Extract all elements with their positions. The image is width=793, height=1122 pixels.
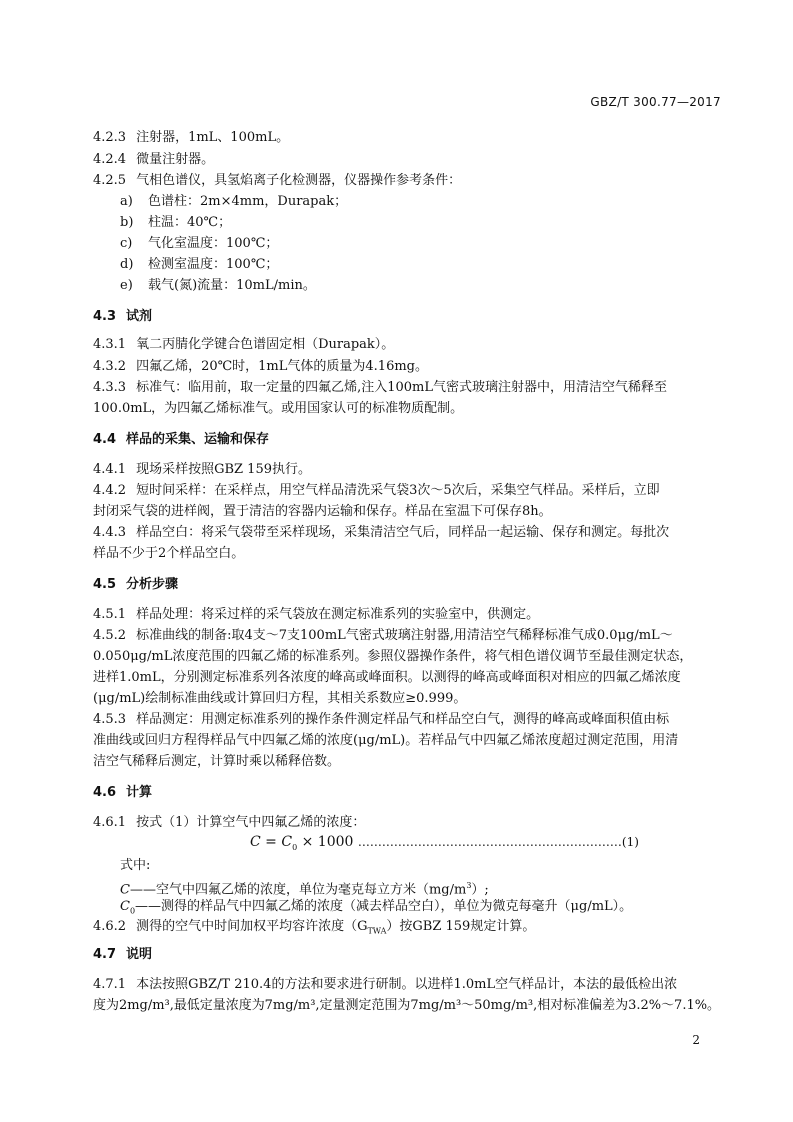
clause-4-3-3 — [93, 377, 667, 399]
where-c0-text: ——测得的样品气中四氟乙烯的浓度（减去样品空白），单位为微克每毫升（μg/mL）。 — [135, 899, 633, 914]
section-title: 样品的采集、运输和保存 — [126, 432, 270, 447]
clause-4-3-2 — [93, 356, 428, 378]
where-c-symbol: C — [120, 882, 130, 898]
clause-continuation: 准曲线或回归方程得样品气中四氟乙烯的浓度(μg/mL)。若样品气中四氟乙烯浓度超过测定范围，用清 — [93, 733, 679, 748]
formula-equals: = — [265, 834, 277, 850]
page-number: 2 — [692, 1033, 700, 1047]
clause-text: 气相色谱仪，具氢焰离子化检测器，仪器操作参考条件： — [136, 173, 462, 188]
where-c0-symbol: C — [120, 899, 130, 914]
clause-text: 氧二丙腈化学键合色谱固定相（Durapak）。 — [136, 337, 395, 352]
where-c-text: ——空气中四氟乙烯的浓度，单位为毫克每立方米（mg/m — [129, 882, 467, 898]
list-item — [120, 212, 231, 234]
list-marker: b) — [120, 215, 134, 230]
clause-text: 微量注射器。 — [136, 152, 215, 167]
clause-number: 4.7.1 — [93, 977, 127, 992]
where-c0-subscript: 0 — [129, 906, 136, 916]
formula-lhs: C — [250, 834, 261, 850]
list-marker: a) — [120, 194, 133, 209]
section-heading-4-4 — [93, 429, 269, 451]
section-heading-4-5 — [93, 574, 178, 596]
clause-text: 样品处理：将采过样的采气袋放在测定标准系列的实验室中，供测定。 — [136, 607, 540, 622]
section-number: 4.6 — [93, 785, 117, 800]
clause-number: 4.5.2 — [93, 628, 127, 643]
list-item — [120, 275, 316, 297]
standard-code-header: GBZ/T 300.77—2017 — [590, 95, 721, 109]
clause-continuation: 进样1.0mL，分别测定标准系列各浓度的峰高或峰面积。以测得的峰高或峰面积对相应的四氟乙烯浓度 — [93, 670, 681, 685]
list-item — [120, 254, 278, 276]
where-c-sup: 3 — [466, 881, 472, 890]
list-text: 色谱柱：2m×4mm，Durapak； — [148, 194, 348, 209]
clause-number: 4.5.3 — [93, 712, 127, 727]
clause-text: 样品测定：用测定标准系列的操作条件测定样品气和样品空白气，测得的峰高或峰面积值由标 — [136, 712, 670, 727]
formula-label: (1) — [621, 835, 639, 849]
section-title: 计算 — [126, 785, 153, 800]
clause-continuation: 洁空气稀释后测定，计算时乘以稀释倍数。 — [93, 754, 341, 769]
clause-text: 现场采样按照GBZ 159执行。 — [136, 462, 311, 477]
clause-continuation: (μg/mL)绘制标准曲线或计算回归方程，其相关系数应≥0.999。 — [93, 691, 467, 706]
clause-text: 标准气：临用前，取一定量的四氟乙烯,注入100mL气密式玻璃注射器中，用清洁空气稀释至 — [136, 380, 667, 395]
clause-number: 4.2.4 — [93, 152, 127, 167]
clause-number: 4.3.2 — [93, 359, 127, 374]
list-item — [120, 191, 347, 213]
clause-text: 标准曲线的制备:取4支～7支100mL气密式玻璃注射器,用清洁空气稀释标准气成0.0μg/mL～ — [136, 628, 673, 643]
clause-4-7-1 — [93, 974, 677, 996]
clause-number: 4.3.1 — [93, 337, 127, 352]
clause-number: 4.4.1 — [93, 462, 127, 477]
clause-number: 4.4.3 — [93, 525, 127, 540]
clause-text: 短时间采样：在采样点，用空气样品清洗采气袋3次～5次后，采集空气样品。采样后，立即 — [136, 483, 660, 498]
clause-number: 4.2.5 — [93, 173, 127, 188]
list-text: 气化室温度：100℃； — [148, 236, 279, 251]
clause-4-2-5 — [93, 170, 461, 192]
formula-1 — [250, 834, 639, 852]
list-item — [120, 233, 278, 255]
clause-number: 4.3.3 — [93, 380, 127, 395]
formula-c0-subscript: 0 — [292, 842, 298, 852]
formula-c0: C — [281, 834, 293, 850]
list-marker: e) — [120, 278, 133, 293]
clause-4-4-3 — [93, 522, 669, 544]
section-number: 4.5 — [93, 577, 117, 592]
section-number: 4.4 — [93, 432, 117, 447]
section-heading-4-7 — [93, 944, 152, 966]
clause-continuation: 度为2mg/m³,最低定量浓度为7mg/m³,定量测定范围为7mg/m³～50mg/m³,相对标准偏差为3.2%～7.1%。 — [93, 998, 721, 1013]
clause-number: 4.4.2 — [93, 483, 127, 498]
clause-text: 本法按照GBZ/T 210.4的方法和要求进行研制。以进样1.0mL空气样品计，本法的最低检出浓 — [136, 977, 678, 992]
clause-4-5-2 — [93, 625, 673, 647]
clause-text-end: ）按GBZ 159规定计算。 — [386, 919, 536, 934]
formula-multiplier: × 1000 — [301, 834, 354, 850]
clause-4-3-1 — [93, 334, 394, 356]
clause-4-2-3 — [93, 127, 289, 149]
clause-number: 4.6.1 — [93, 815, 127, 830]
clause-continuation: 封闭采气袋的进样阀，置于清洁的容器内运输和保存。样品在室温下可保存8h。 — [93, 504, 552, 519]
list-marker: d) — [120, 257, 134, 272]
section-title: 试剂 — [126, 309, 153, 324]
clause-text: 按式（1）计算空气中四氟乙烯的浓度： — [136, 815, 366, 830]
where-c-end: ）; — [471, 882, 489, 898]
formula-leader-dots: ………………………………………………………… — [357, 835, 622, 849]
clause-number: 4.5.1 — [93, 607, 127, 622]
clause-continuation: 样品不少于2个样品空白。 — [93, 546, 245, 561]
clause-number: 4.2.3 — [93, 130, 127, 145]
clause-4-4-1 — [93, 459, 311, 481]
list-text: 柱温：40℃； — [148, 215, 232, 230]
clause-text: 样品空白：将采气袋带至采样现场，采集清洁空气后，同样品一起运输、保存和测定。每批次 — [136, 525, 670, 540]
clause-text: 四氟乙烯，20℃时，1mL气体的质量为4.16mg。 — [136, 359, 428, 374]
clause-subscript: TWA — [367, 926, 387, 936]
clause-4-5-3 — [93, 709, 669, 731]
clause-continuation: 0.050μg/mL浓度范围的四氟乙烯的标准系列。参照仪器操作条件，将气相色谱仪调节至最佳测定状态， — [93, 649, 693, 664]
clause-4-2-4 — [93, 149, 214, 171]
section-number: 4.7 — [93, 947, 117, 962]
list-marker: c) — [120, 236, 133, 251]
clause-4-5-1 — [93, 604, 539, 626]
clause-4-6-2 — [93, 916, 535, 943]
section-heading-4-6 — [93, 782, 152, 804]
section-number: 4.3 — [93, 309, 117, 324]
list-text: 载气(氮)流量：10mL/min。 — [148, 278, 316, 293]
clause-number: 4.6.2 — [93, 919, 127, 934]
clause-4-6-1 — [93, 812, 365, 834]
clause-4-4-2 — [93, 480, 660, 502]
section-heading-4-3 — [93, 306, 152, 328]
where-intro: 式中: — [120, 858, 151, 873]
list-text: 检测室温度：100℃； — [148, 257, 279, 272]
section-title: 说明 — [126, 947, 153, 962]
clause-continuation: 100.0mL，为四氟乙烯标准气。或用国家认可的标准物质配制。 — [93, 401, 464, 416]
clause-text: 测得的空气中时间加权平均容许浓度（G — [136, 919, 368, 934]
clause-text: 注射器，1mL、100mL。 — [136, 130, 290, 145]
section-title: 分析步骤 — [126, 577, 179, 592]
